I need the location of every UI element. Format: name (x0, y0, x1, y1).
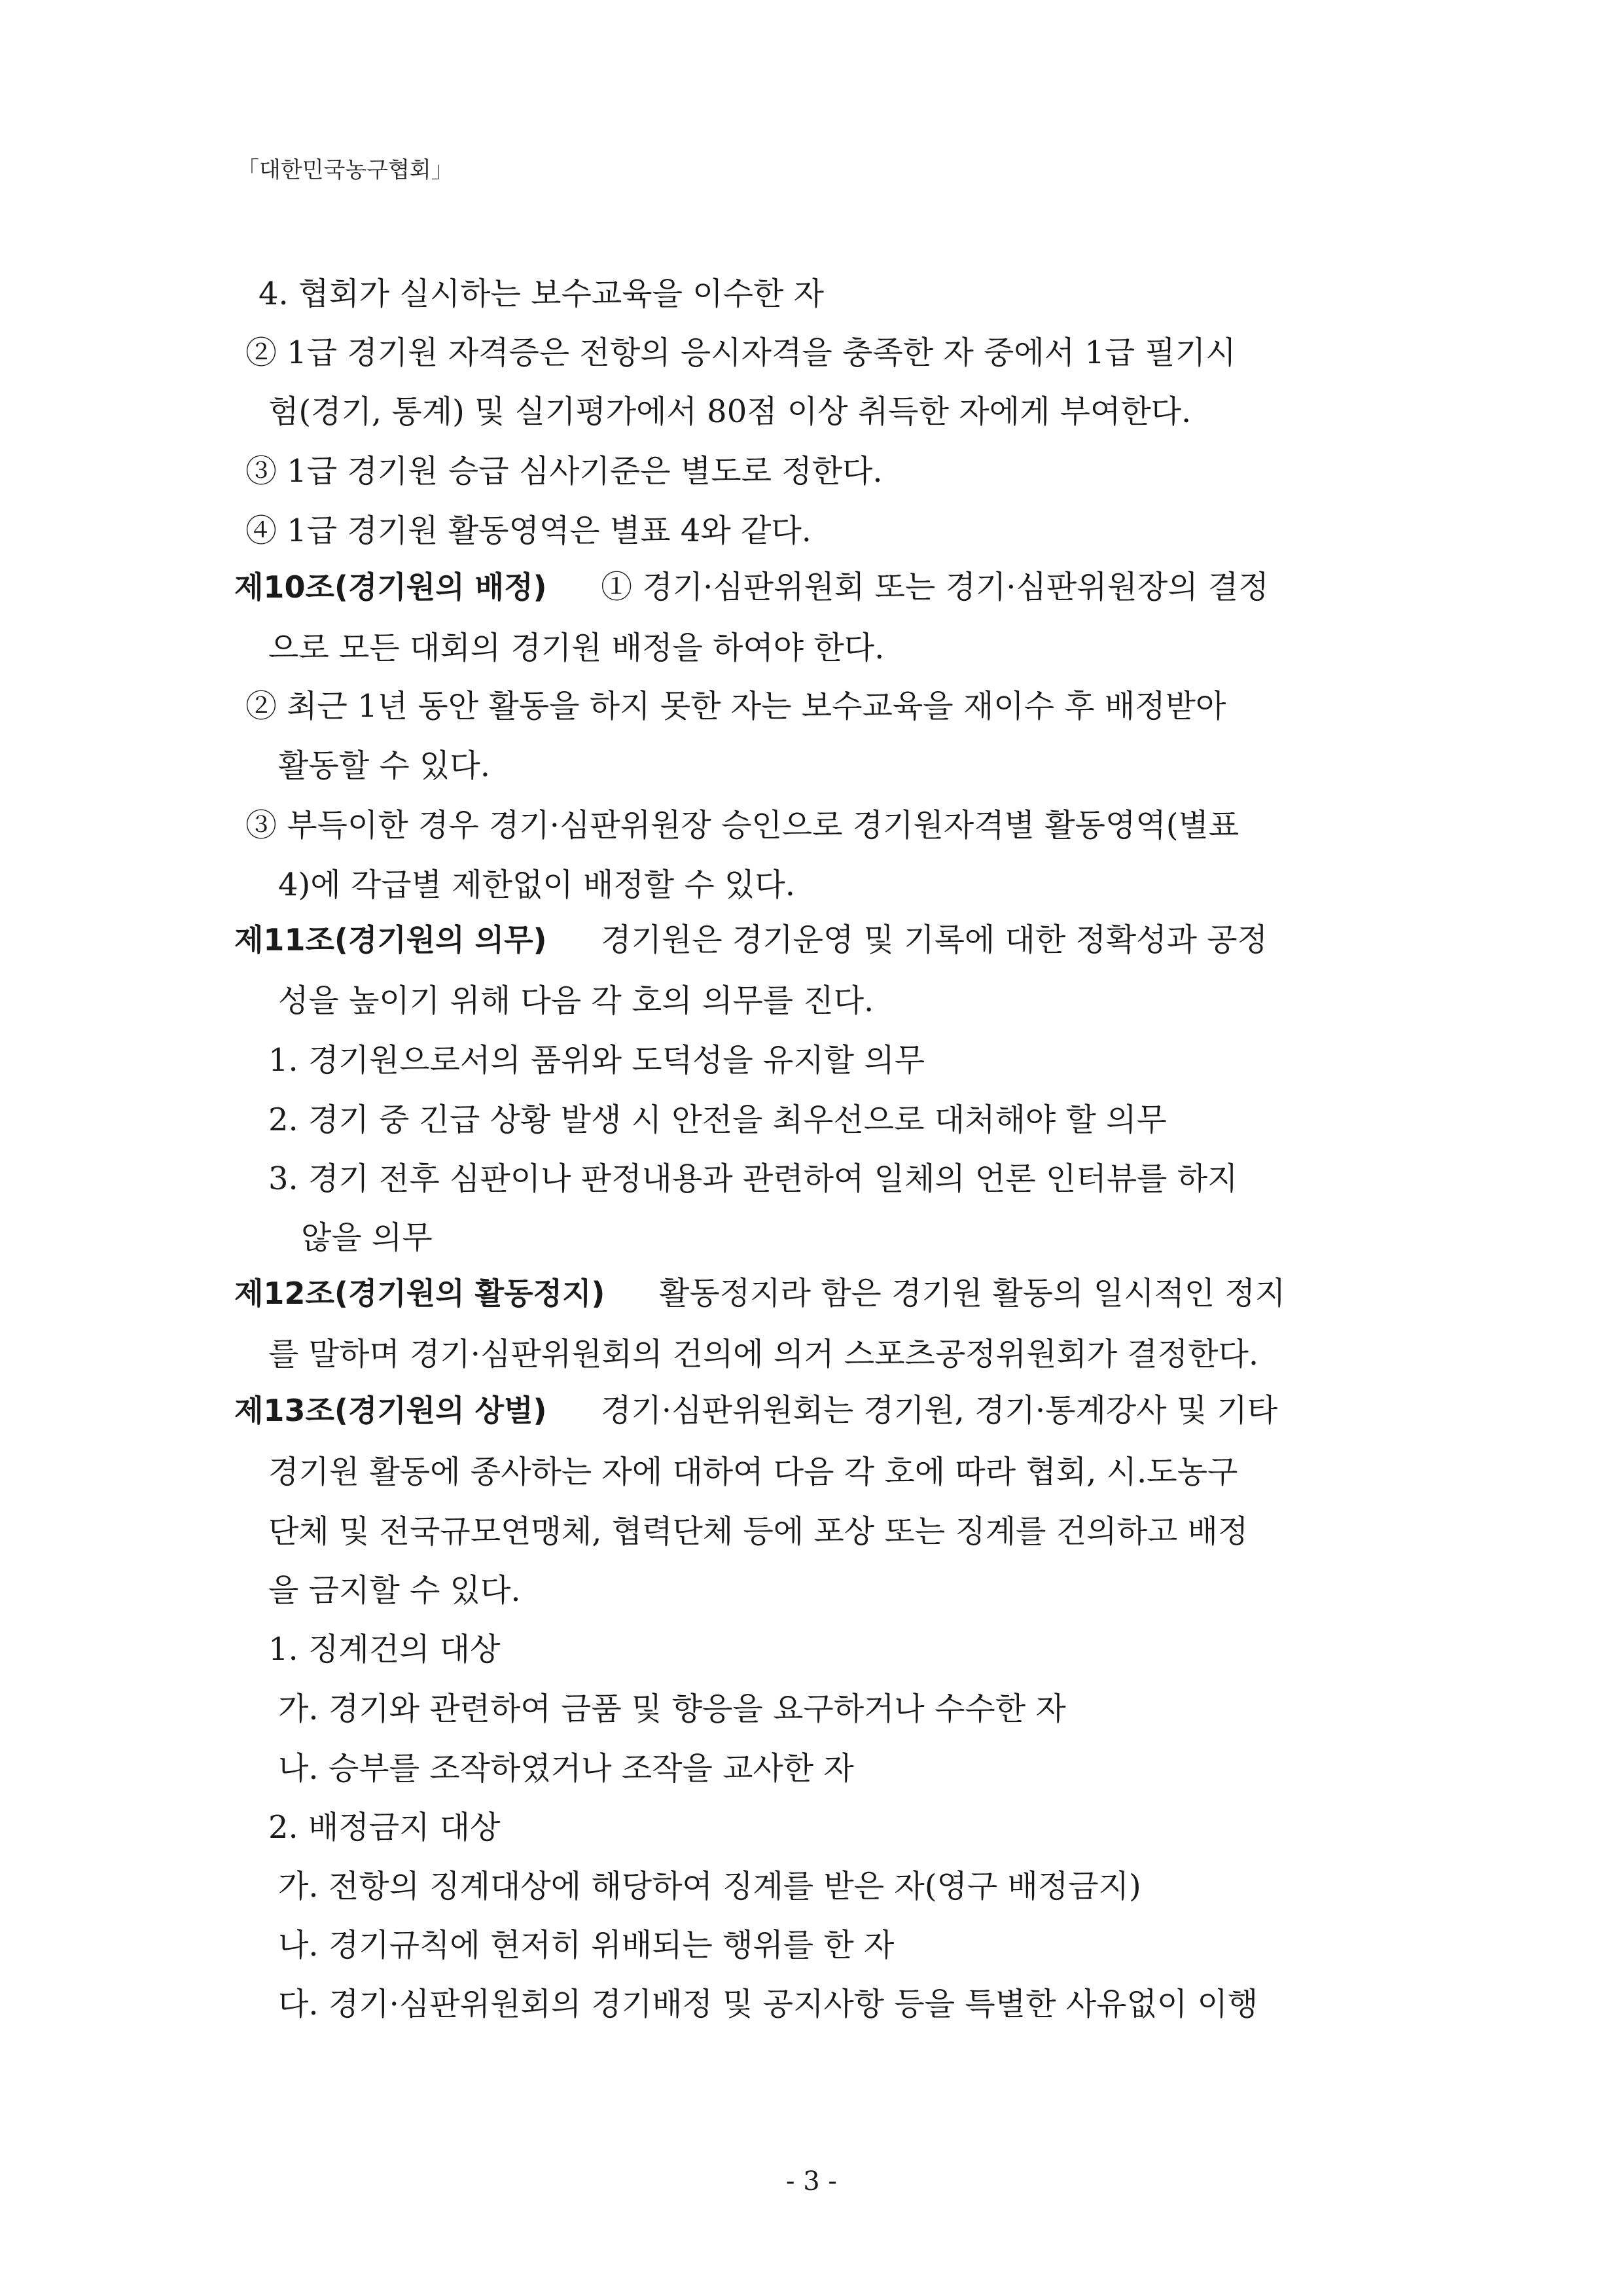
body-line: ③ 부득이한 경우 경기·심판위원장 승인으로 경기원자격별 활동영역(별표 (245, 807, 1240, 844)
body-line: 나. 경기규칙에 현저히 위배되는 행위를 한 자 (278, 1927, 895, 1964)
article-text: 경기원은 경기운영 및 기록에 대한 정확성과 공정 (601, 922, 1268, 958)
body-line: 가. 경기와 관련하여 금품 및 향응을 요구하거나 수수한 자 (278, 1691, 1066, 1727)
body-line: 단체 및 전국규모연맹체, 협력단체 등에 포상 또는 징계를 건의하고 배정 (268, 1513, 1249, 1550)
body-line-justified (245, 334, 1397, 371)
body-line: 을 금지할 수 있다. (268, 1572, 521, 1609)
body-line: ④ 1급 경기원 활동영역은 별표 4와 같다. (245, 512, 812, 549)
body-line: 않을 의무 (301, 1219, 433, 1256)
page-number: - 3 - (786, 2166, 837, 2197)
body-line: 2. 경기 중 긴급 상황 발생 시 안전을 최우선으로 대처해야 할 의무 (268, 1102, 1167, 1138)
article-title: 제11조(경기원의 의무) (234, 922, 547, 958)
body-line: ② 최근 1년 동안 활동을 하지 못한 자는 보수교육을 재이수 후 배정받아 (245, 688, 1226, 725)
body-line: 3. 경기 전후 심판이나 판정내용과 관련하여 일체의 언론 인터뷰를 하지 (268, 1160, 1238, 1197)
article-title: 제12조(경기원의 활동정지) (234, 1276, 605, 1311)
body-line: 다. 경기·심판위원회의 경기배정 및 공지사항 등을 특별한 사유없이 이행 (278, 1986, 1258, 2022)
article-13 (234, 1392, 1278, 1429)
body-line: 으로 모든 대회의 경기원 배정을 하여야 한다. (268, 630, 885, 666)
article-text: ① 경기·심판위원회 또는 경기·심판위원장의 결정 (601, 569, 1269, 605)
article-11 (234, 924, 1268, 956)
body-line: ③ 1급 경기원 승급 심사기준은 별도로 정한다. (245, 453, 883, 490)
body-line: 가. 전항의 징계대상에 해당하여 징계를 받은 자(영구 배정금지) (278, 1868, 1141, 1905)
body-line: 를 말하며 경기·심판위원회의 건의에 의거 스포츠공정위원회가 결정한다. (268, 1336, 1259, 1372)
article-10 (234, 571, 1269, 603)
body-line: 4)에 각급별 제한없이 배정할 수 있다. (278, 867, 795, 903)
body-line: 1. 징계건의 대상 (268, 1631, 501, 1668)
body-line: 나. 승부를 조작하였거나 조작을 교사한 자 (278, 1750, 854, 1787)
article-text: 경기·심판위원회는 경기원, 경기·통계강사 및 기타 (601, 1392, 1278, 1429)
article-title: 제10조(경기원의 배정) (234, 569, 547, 605)
body-line: 경기원 활동에 종사하는 자에 대하여 다음 각 호에 따라 협회, 시.도농구 (268, 1454, 1238, 1490)
body-line: 1. 경기원으로서의 품위와 도덕성을 유지할 의무 (268, 1042, 925, 1079)
article-title: 제13조(경기원의 상벌) (234, 1393, 547, 1428)
body-line: ② 1급 경기원 자격증은 전항의 응시자격을 충족한 자 중에서 1급 필기시 (245, 334, 1236, 371)
body-line: 2. 배정금지 대상 (268, 1809, 501, 1846)
body-line: 험(경기, 통계) 및 실기평가에서 80점 이상 취득한 자에게 부여한다. (268, 393, 1192, 430)
body-line: 4. 협회가 실시하는 보수교육을 이수한 자 (259, 276, 824, 312)
article-text: 활동정지라 함은 경기원 활동의 일시적인 정지 (658, 1275, 1286, 1312)
running-header: 「대한민국농구협회」 (237, 157, 454, 183)
body-line: 성을 높이기 위해 다음 각 호의 의무를 진다. (278, 982, 874, 1019)
body-line: 활동할 수 있다. (278, 747, 490, 784)
article-12 (234, 1275, 1286, 1312)
